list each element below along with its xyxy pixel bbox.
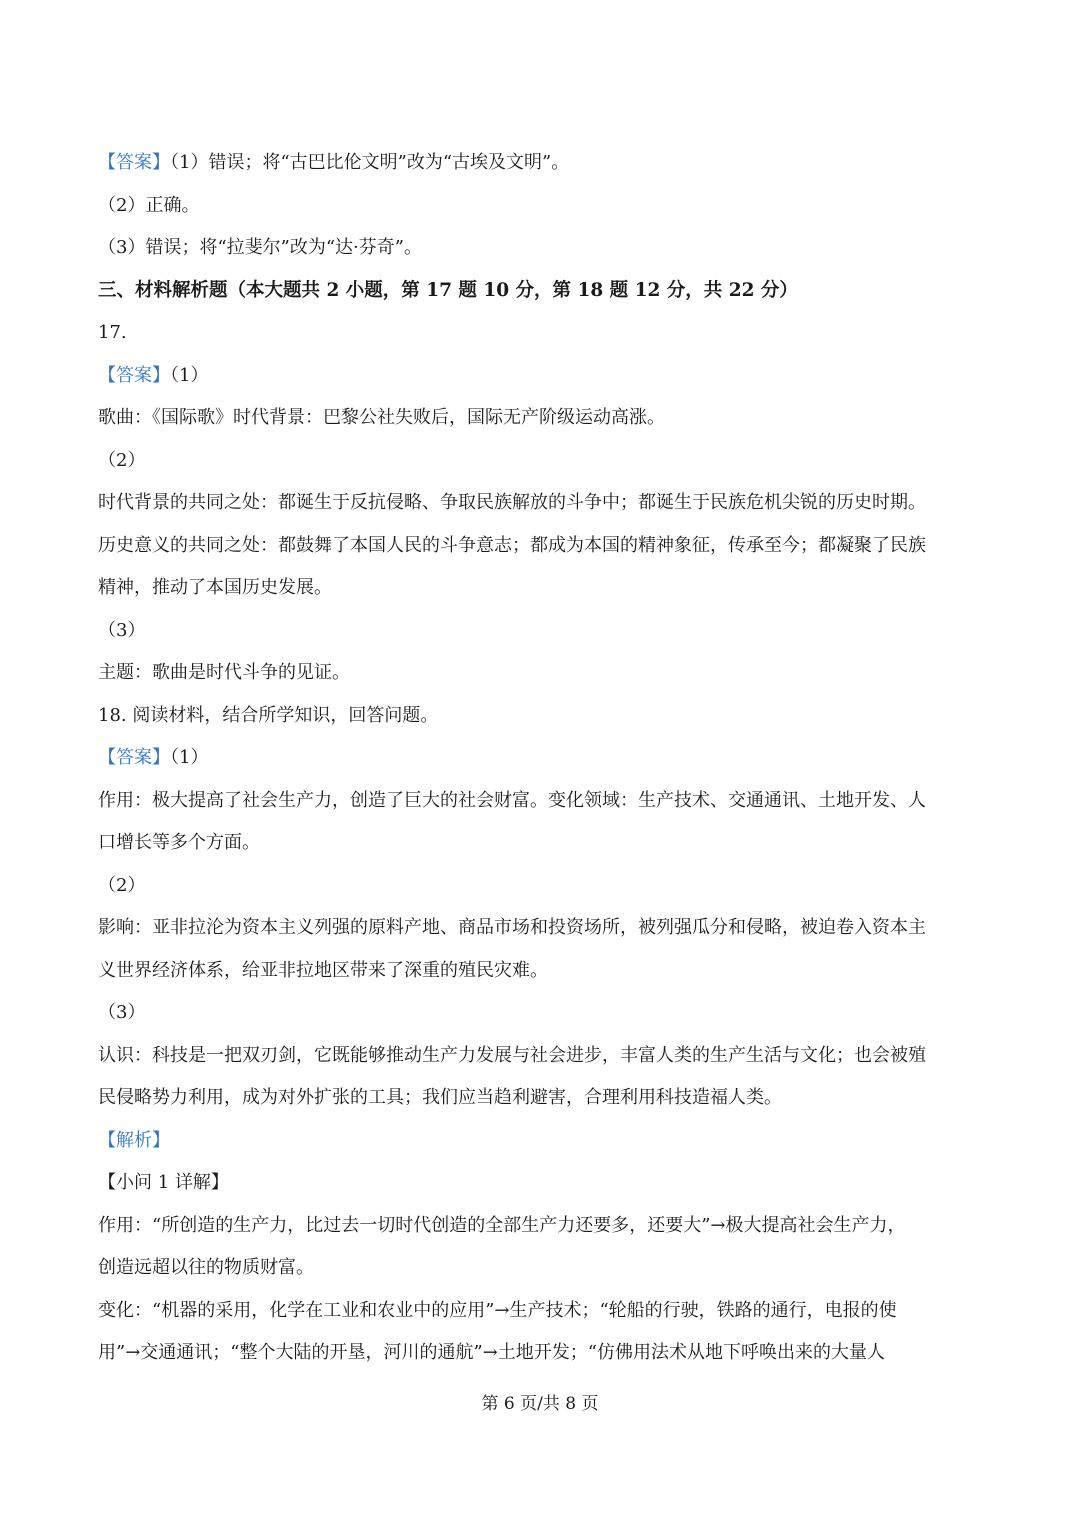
page-footer: 第 6 页/共 8 页 xyxy=(481,1394,599,1414)
text-line: 民侵略势力利用，成为对外扩张的工具；我们应当趋利避害，合理利用科技造福人类。 xyxy=(98,1087,782,1108)
subquestion-heading: 【小问 1 详解】 xyxy=(98,1172,229,1193)
analysis-tag: 【解析】 xyxy=(98,1129,170,1151)
text-line: 口增长等多个方面。 xyxy=(98,832,260,853)
text-line: （3） xyxy=(98,1002,146,1023)
text-line: 精神，推动了本国历史发展。 xyxy=(98,577,332,598)
question-number: 18. 阅读材料，结合所学知识，回答问题。 xyxy=(98,704,439,726)
text-line: 变化：“机器的采用，化学在工业和农业中的应用”→生产技术；“轮船的行驶，铁路的通行，电报的使 xyxy=(98,1299,897,1321)
answer-tag: 【答案】 xyxy=(98,747,170,768)
text-line: 主题：歌曲是时代斗争的见证。 xyxy=(98,662,350,683)
text-line: 时代背景的共同之处：都诞生于反抗侵略、争取民族解放的斗争中；都诞生于民族危机尖锐的历史时期。 xyxy=(98,492,926,513)
answer-line: 【答案】（1） xyxy=(98,364,209,386)
text-line: （2） xyxy=(98,874,146,896)
answer-line: 【答案】（1）错误；将“古巴比伦文明”改为“古埃及文明”。 xyxy=(98,152,570,173)
answer-tag: 【答案】 xyxy=(98,152,170,173)
text-line: 创造远超以往的物质财富。 xyxy=(98,1257,314,1278)
answer-tag: 【答案】 xyxy=(98,364,170,386)
text-line: （2） xyxy=(98,449,146,471)
analysis-line xyxy=(98,1120,978,1163)
text-line: 作用：极大提高了社会生产力，创造了巨大的社会财富。变化领域：生产技术、交通通讯、土地开发、人 xyxy=(98,789,926,811)
answer-line: 【答案】（1） xyxy=(98,747,209,768)
text-line: 用”→交通通讯；“整个大陆的开垦，河川的通航”→土地开发；“仿佛用法术从地下呼唤出来的大量人 xyxy=(98,1342,885,1363)
text-line: 认识：科技是一把双刃剑，它既能够推动生产力发展与社会进步，丰富人类的生产生活与文化；也会被殖 xyxy=(98,1044,926,1066)
question-number: 17. xyxy=(98,322,127,343)
text-line: 作用：“所创造的生产力，比过去一切时代创造的全部生产力还要多，还要大”→极大提高社会生产力， xyxy=(98,1214,906,1236)
document-body xyxy=(98,142,978,1375)
text-line: 历史意义的共同之处：都鼓舞了本国人民的斗争意志；都成为本国的精神象征，传承至今；都凝聚了民族 xyxy=(98,534,926,556)
text-line: 影响：亚非拉沦为资本主义列强的原料产地、商品市场和投资场所，被列强瓜分和侵略，被迫卷入资本主 xyxy=(98,917,926,938)
text-line: 义世界经济体系，给亚非拉地区带来了深重的殖民灾难。 xyxy=(98,959,548,981)
text-line: （3）错误；将“拉斐尔”改为“达·芬奇”。 xyxy=(98,237,422,258)
text-line: （2）正确。 xyxy=(98,194,200,216)
section-heading: 三、材料解析题（本大题共 2 小题，第 17 题 10 分，第 18 题 12 分，共 22 分） xyxy=(98,279,798,301)
text-line: 歌曲：《国际歌》时代背景：巴黎公社失败后，国际无产阶级运动高涨。 xyxy=(98,407,665,428)
text-line: （3） xyxy=(98,619,146,641)
